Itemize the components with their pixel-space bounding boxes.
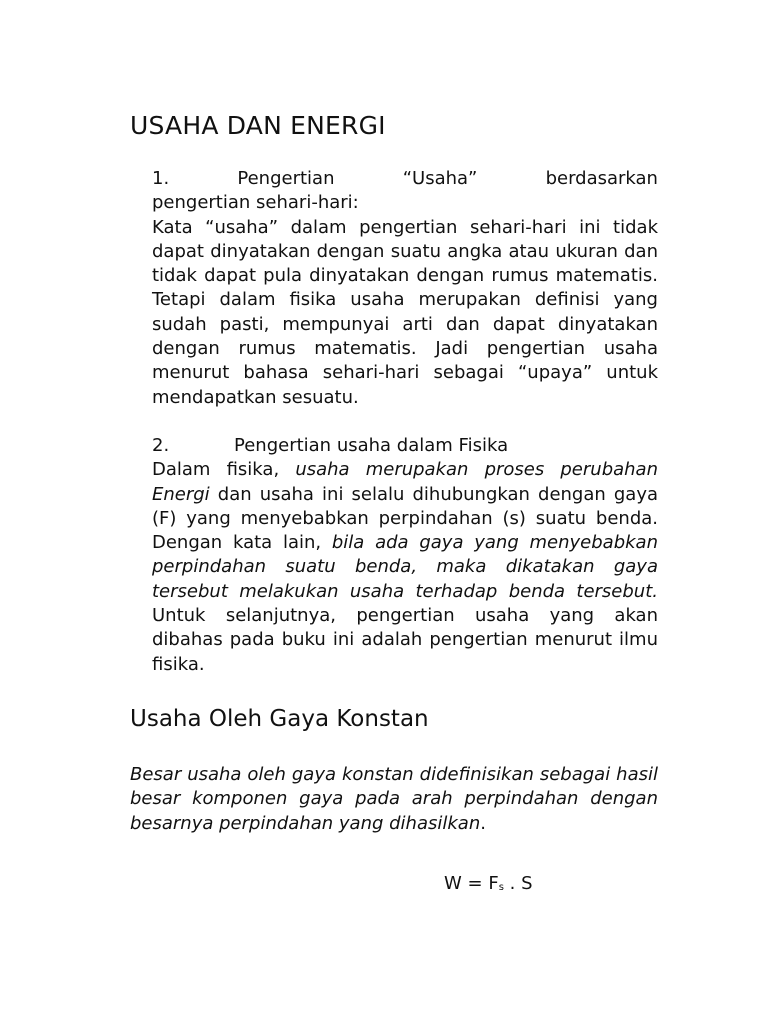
formula-lhs: W = F [444,872,499,894]
formula-rhs: . S [503,872,533,894]
item-1-heading-word-2: “Usaha” [402,168,478,189]
section-subheading: Usaha Oleh Gaya Konstan [130,705,429,732]
item-1-heading-word-3: berdasarkan [545,168,658,189]
section-spacer [152,410,658,434]
item-2-text-start: Dalam fisika, [152,459,296,481]
document-title: USAHA DAN ENERGI [130,111,386,140]
item-1-heading [152,167,658,191]
item-2-text-end: Untuk selanjutnya, pengertian usaha yang akan dibahas pada buku ini adalah pengertian menurut ilmu fisika. [152,605,658,675]
item-1-paragraph: Kata “usaha” dalam pengertian sehari-hari ini tidak dapat dinyatakan dengan suatu angka atau ukuran dan tidak dapat pula dinyatakan dengan rumus matematis. Tetapi dalam fisika usaha merupakan definisi yang sudah pasti, mempunyai arti dan dapat dinyatakan dengan rumus matematis. Jadi pengertian usaha menurut bahasa sehari-hari sebagai “upaya” untuk mendapatkan sesuatu. [152,216,658,408]
item-1-heading-word-1: Pengertian [237,168,335,189]
item-2-text-mid: dan usaha ini selalu dihubungkan dengan gaya (F) yang menyebabkan perpindahan (s) suatu benda. Dengan kata lain, [152,483,658,554]
item-1-section [152,167,658,677]
definition-text: Besar usaha oleh gaya konstan didefinisikan sebagai hasil besar komponen gaya pada arah perpindahan dengan besarnya perpindahan yang dihasilkan [130,763,658,834]
item-2-italic-1: usaha merupakan proses perubahan Energi [152,459,658,505]
item-2-number: 2. [152,434,170,456]
item-2-heading [152,434,658,458]
item-2-italic-2: bila ada gaya yang menyebabkan perpindahan suatu benda, maka dikatakan gaya tersebut melakukan usaha terhadap benda tersebut. [152,532,658,602]
item-1-heading-line-2: pengertian sehari-hari: [152,192,359,214]
item-1-number: 1. [152,168,170,189]
item-2-paragraph [152,458,658,677]
work-formula [444,872,658,900]
definition-period: . [480,812,486,834]
definition-paragraph [130,763,658,836]
item-2-heading-text: Pengertian usaha dalam Fisika [234,434,509,456]
formula-subscript: s [498,881,504,893]
